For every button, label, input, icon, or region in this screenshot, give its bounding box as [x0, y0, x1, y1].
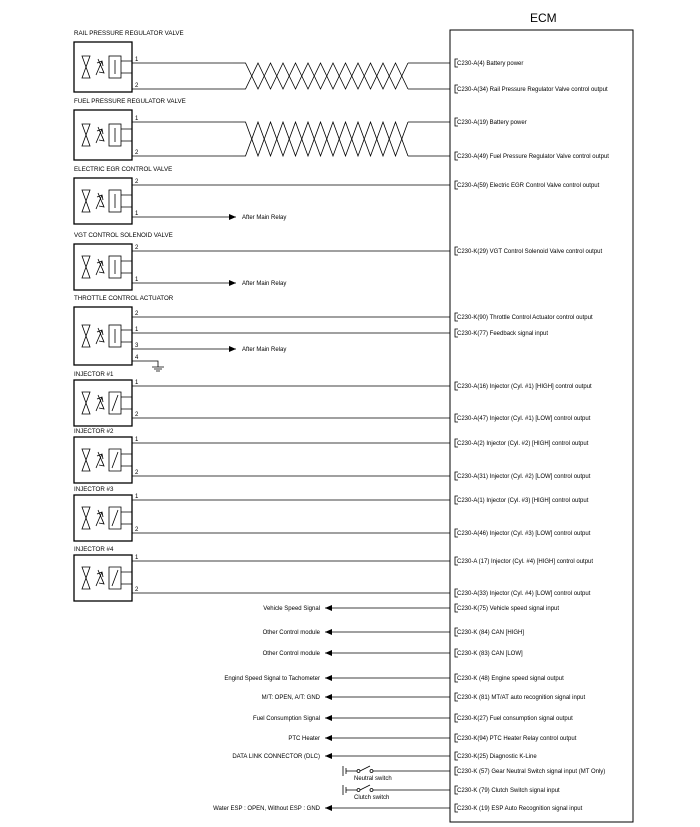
component-injector [74, 428, 591, 483]
ecm-pin-label: C230-K (57) Gear Neutral Switch signal input (MT Only) [457, 769, 606, 775]
external-label: PTC Heater [288, 736, 320, 742]
arrow-left-icon [325, 605, 332, 611]
pin-number: 2 [135, 311, 139, 317]
valve-icon [82, 567, 90, 589]
external-label: DATA LINK CONNECTOR (DLC) [232, 754, 320, 760]
switch-label: Clutch switch [354, 795, 390, 801]
ecm-pin-label: C230-K (48) Engine speed signal output [457, 676, 564, 682]
external-label: Other Control module [262, 630, 320, 636]
external-label: Other Control module [262, 651, 320, 657]
pin-number: 2 [135, 83, 139, 89]
arrow-left-icon [325, 735, 332, 741]
ecm-pin-label: C230-A(49) Fuel Pressure Regulator Valve control output [457, 154, 609, 160]
pin-number: 2 [135, 150, 139, 156]
ecm-pin-label: C230-A(59) Electric EGR Control Valve control output [457, 183, 600, 189]
external-label: Engind Speed Signal to Tachometer [224, 676, 320, 682]
pin-number: 2 [135, 245, 139, 251]
pin-number: 1 [135, 380, 139, 386]
valve-icon [82, 124, 90, 146]
component-box [74, 244, 132, 290]
coil-icon [109, 507, 121, 529]
battery-icon [343, 785, 357, 795]
component-box [74, 42, 132, 92]
external-label: Water ESP : OPEN, Without ESP : GND [213, 806, 320, 812]
arrow-left-icon [325, 675, 332, 681]
arrow-left-icon [325, 629, 332, 635]
component-box [74, 555, 132, 601]
external-label: After Main Relay [242, 281, 287, 287]
ecm-pin-label: C230-A(47) Injector (Cyl. #1) [LOW] control output [457, 416, 591, 422]
signal-row [262, 693, 586, 701]
pin-number: 2 [135, 412, 139, 418]
component-label: INJECTOR #3 [74, 486, 114, 493]
pin-number: 2 [135, 527, 139, 533]
signal-row [263, 604, 559, 612]
ecm-pin-label: C230-K(75) Vehicle speed signal input [457, 606, 560, 612]
component-injector [74, 486, 591, 541]
component-label: THROTTLE CONTROL ACTUATOR [74, 295, 174, 302]
external-label: After Main Relay [242, 215, 287, 221]
ecm-pin-label: C230-K(27) Fuel consumption signal output [457, 716, 573, 722]
ecm-pin-label: C230-A(33) Injector (Cyl. #4) [LOW] control output [457, 591, 591, 597]
component-injector [74, 546, 593, 601]
component-valve [74, 232, 603, 290]
arrow-left-icon [325, 805, 332, 811]
signal-row [213, 804, 583, 812]
external-label: Vehicle Speed Signal [263, 606, 320, 612]
external-label: M/T: OPEN, A/T: GND [261, 695, 320, 701]
ecm-pin-label: C230-K(90) Throttle Control Actuator control output [457, 315, 593, 321]
arrow-left-icon [325, 694, 332, 700]
arrow-left-icon [325, 650, 332, 656]
ecm-pin-label: C230-A(46) Injector (Cyl. #3) [LOW] control output [457, 531, 591, 537]
pin-number: 1 [135, 555, 139, 561]
component-valve [74, 295, 593, 371]
component-label: ELECTRIC EGR CONTROL VALVE [74, 166, 173, 173]
external-label: After Main Relay [242, 347, 287, 353]
pin-number: 1 [135, 277, 139, 283]
pin-number: 2 [135, 587, 139, 593]
ecm-pin-label: C230-A(31) Injector (Cyl. #2) [LOW] control output [457, 474, 591, 480]
external-label: Fuel Consumption Signal [252, 716, 320, 722]
switch-icon [360, 785, 370, 790]
ecm-pin-label: C230-A(16) Injector (Cyl. #1) [HIGH] control output [457, 384, 592, 390]
valve-icon [82, 392, 90, 414]
valve-icon [82, 325, 90, 347]
valve-icon [82, 56, 90, 78]
ecm-pin-label: C230-A(2) Injector (Cyl. #2) [HIGH] control output [457, 441, 589, 447]
valve-icon [82, 256, 90, 278]
ground-icon [132, 361, 164, 371]
component-label: INJECTOR #2 [74, 428, 114, 435]
arrow-left-icon [325, 715, 332, 721]
component-valve [74, 30, 608, 93]
component-box [74, 307, 132, 365]
switch-icon [360, 766, 370, 771]
component-label: INJECTOR #1 [74, 371, 114, 378]
arrow-right-icon [229, 214, 236, 220]
ecm-pin-label: C230-K (81) MT/AT auto recognition signal input [457, 695, 586, 701]
pin-number: 1 [135, 437, 139, 443]
coil-icon [109, 449, 121, 471]
component-box [74, 178, 132, 224]
component-box [74, 495, 132, 541]
ecm-pin-label: C230-A(34) Rail Pressure Regulator Valve control output [457, 87, 608, 93]
coil-icon [109, 392, 121, 414]
pin-number: 1 [135, 211, 139, 217]
ecm-pin-label: C230-A(1) Injector (Cyl. #3) [HIGH] control output [457, 498, 589, 504]
ecm-pin-label: C230-A (17) Injector (Cyl. #4) [HIGH] control output [457, 559, 594, 565]
signal-row [253, 714, 573, 722]
arrow-right-icon [229, 346, 236, 352]
pin-number: 1 [135, 494, 139, 500]
pin-number: 1 [135, 116, 139, 122]
ecm-pin-label: C230-K(77) Feedback signal input [457, 331, 549, 337]
pin-number: 1 [135, 327, 139, 333]
ecm-pin-label: C230-K(94) PTC Heater Relay control output [457, 736, 577, 742]
arrow-left-icon [325, 753, 332, 759]
ecm-pin-label: C230-K (79) Clutch Switch signal input [457, 788, 560, 794]
signal-row [288, 734, 576, 742]
ecm-pin-label: C230-K(29) VGT Control Solenoid Valve control output [457, 249, 603, 255]
valve-icon [82, 507, 90, 529]
pin-number: 3 [135, 343, 139, 349]
component-label: VGT CONTROL SOLENOID VALVE [74, 232, 173, 239]
pin-number: 1 [135, 57, 139, 63]
component-label: FUEL PRESSURE REGULATOR VALVE [74, 98, 186, 105]
component-box [74, 380, 132, 426]
signal-row [343, 766, 605, 782]
component-valve [74, 98, 609, 160]
signal-row [263, 628, 525, 636]
pin-number: 2 [135, 470, 139, 476]
component-box [74, 437, 132, 483]
ecm-pin-label: C230-K(25) Diagnostic K-Line [457, 754, 537, 760]
coil-icon [109, 567, 121, 589]
signal-row [224, 674, 564, 682]
switch-label: Neutral switch [354, 776, 392, 782]
component-valve [74, 166, 600, 224]
ecm-box [450, 30, 633, 822]
ecm-pin-label: C230-A(4) Battery power [457, 61, 524, 67]
component-box [74, 110, 132, 160]
valve-icon [82, 190, 90, 212]
component-label: INJECTOR #4 [74, 546, 114, 553]
ecm-title: ECM [530, 11, 557, 25]
valve-icon [82, 449, 90, 471]
ecm-pin-label: C230-K (19) ESP Auto Recognition signal input [457, 806, 583, 812]
component-injector [74, 371, 592, 426]
signal-row [263, 649, 523, 657]
ecm-pin-label: C230-K (83) CAN [LOW] [457, 651, 523, 657]
ecm-pin-label: C230-K (84) CAN [HIGH] [457, 630, 525, 636]
component-label: RAIL PRESSURE REGULATOR VALVE [74, 30, 184, 37]
battery-icon [343, 766, 357, 776]
pin-number: 4 [135, 355, 139, 361]
pin-number: 2 [135, 179, 139, 185]
signal-row [343, 785, 560, 801]
ecm-pin-label: C230-A(19) Battery power [457, 120, 527, 126]
signal-row [232, 752, 537, 760]
arrow-right-icon [229, 280, 236, 286]
